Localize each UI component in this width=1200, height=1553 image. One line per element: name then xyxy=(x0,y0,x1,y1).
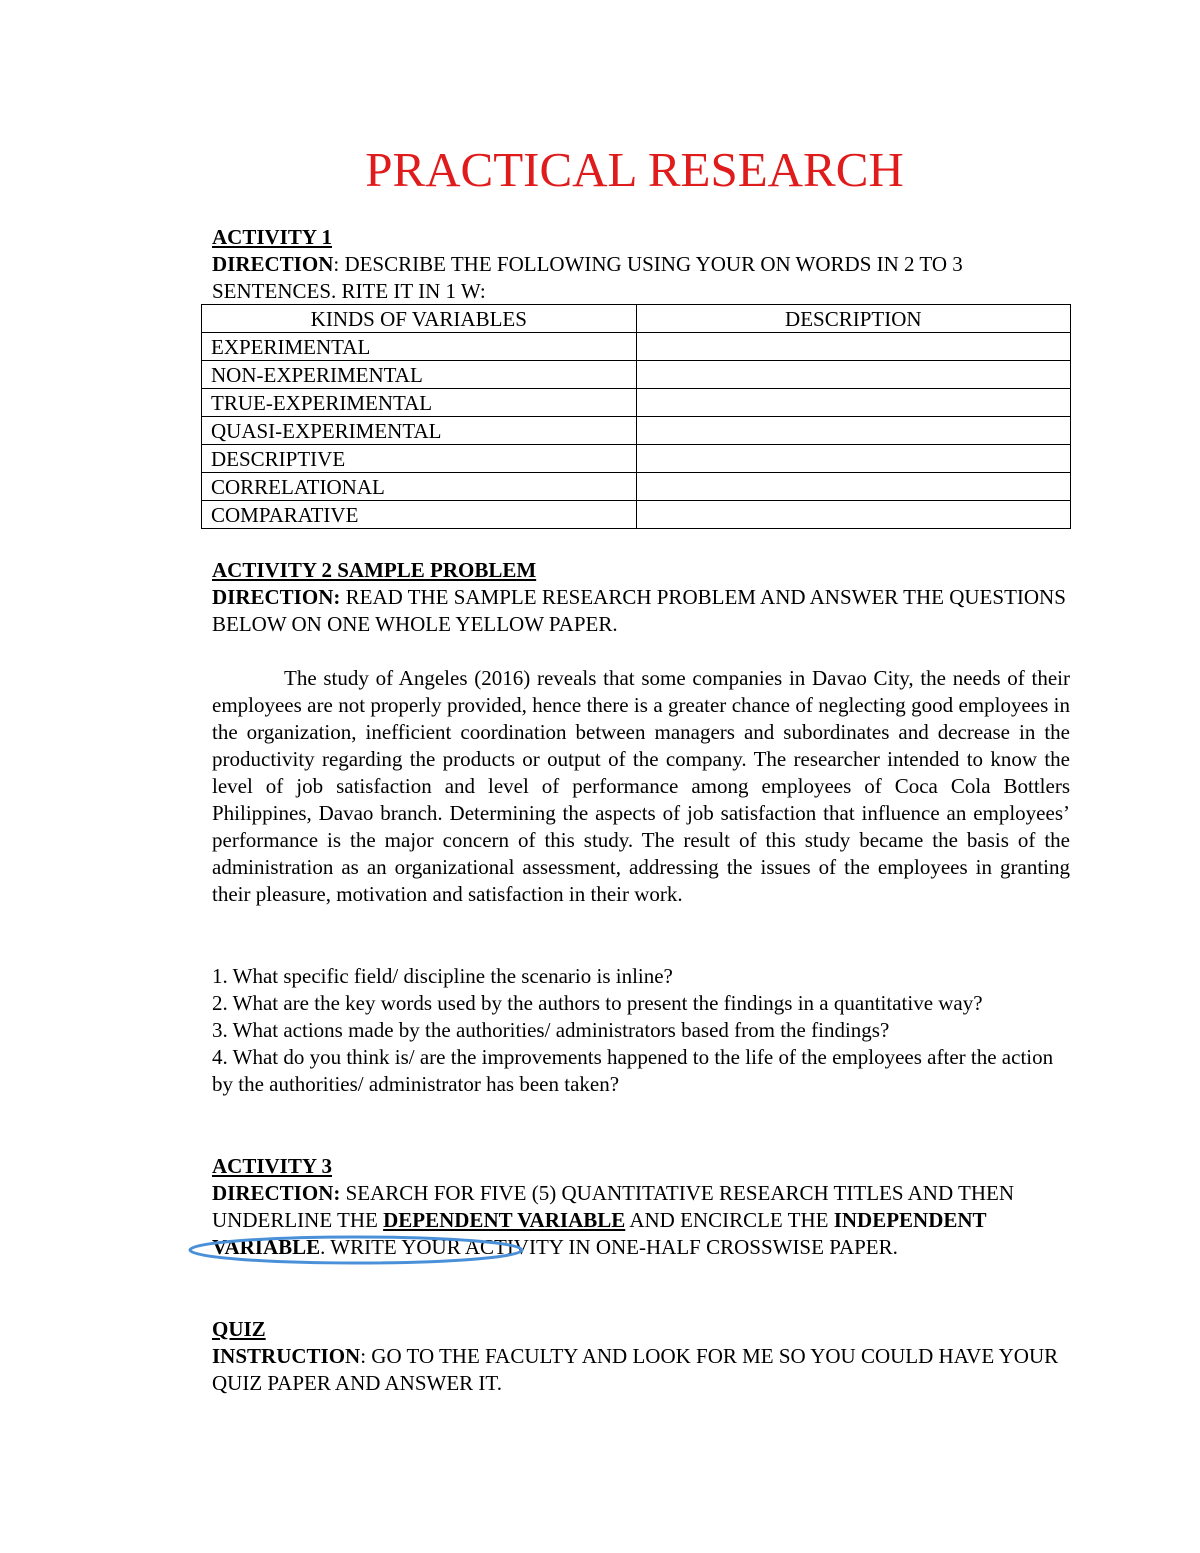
quiz-heading: QUIZ xyxy=(212,1317,266,1341)
variable-kind-cell: TRUE-EXPERIMENTAL xyxy=(202,389,637,417)
table-header-row xyxy=(202,305,1071,333)
variable-kind-cell: NON-EXPERIMENTAL xyxy=(202,361,637,389)
variable-kind-cell: QUASI-EXPERIMENTAL xyxy=(202,417,637,445)
table-row xyxy=(202,473,1071,501)
activity-3-heading: ACTIVITY 3 xyxy=(212,1154,332,1178)
list-item: 3. What actions made by the authorities/ administrators based from the findings? xyxy=(212,1018,890,1042)
list-item: 2. What are the key words used by the authors to present the findings in a quantitative way? xyxy=(212,991,983,1015)
description-cell xyxy=(636,417,1070,445)
direction-label: DIRECTION: xyxy=(212,1181,341,1205)
direction-text-1: SEARCH FOR FIVE (5) QUANTITATIVE RESEARCH TITLES AND THEN UNDERLINE THE xyxy=(212,1181,1014,1232)
variable-kind-cell: EXPERIMENTAL xyxy=(202,333,637,361)
quiz-section xyxy=(212,1316,1070,1397)
instruction-text: : GO TO THE FACULTY AND LOOK FOR ME SO YOU COULD HAVE YOUR QUIZ PAPER AND ANSWER IT. xyxy=(212,1344,1059,1395)
page-title: PRACTICAL RESEARCH xyxy=(365,142,904,197)
independent-variable-term: INDEPENDENT VARIABLE xyxy=(212,1208,987,1259)
activity-2-heading: ACTIVITY 2 SAMPLE PROBLEM xyxy=(212,558,537,582)
instruction-label: INSTRUCTION xyxy=(212,1344,361,1368)
direction-text-3: . WRITE YOUR ACTIVITY IN ONE-HALF CROSSWISE PAPER. xyxy=(320,1235,898,1259)
activity-2-direction xyxy=(212,584,1070,638)
activity-3-section xyxy=(212,1153,1070,1261)
column-header: DESCRIPTION xyxy=(636,305,1070,333)
direction-text: READ THE SAMPLE RESEARCH PROBLEM AND ANSWER THE QUESTIONS BELOW ON ONE WHOLE YELLOW PAPER. xyxy=(212,585,1066,636)
questions-list xyxy=(212,963,1070,1098)
table-row xyxy=(202,501,1071,529)
variable-kind-cell: CORRELATIONAL xyxy=(202,473,637,501)
description-cell xyxy=(636,501,1070,529)
activity-2-section xyxy=(212,557,1070,638)
description-cell xyxy=(636,333,1070,361)
list-item: 1. What specific field/ discipline the scenario is inline? xyxy=(212,964,673,988)
table-row xyxy=(202,333,1071,361)
variable-kind-cell: COMPARATIVE xyxy=(202,501,637,529)
table-row xyxy=(202,389,1071,417)
description-cell xyxy=(636,361,1070,389)
activity-1-section xyxy=(212,224,1070,305)
list-item: 4. What do you think is/ are the improvements happened to the life of the employees after the action by the authorities/ administrator has been taken? xyxy=(212,1045,1054,1096)
activity-1-direction xyxy=(212,251,1070,305)
sample-problem-paragraph: The study of Angeles (2016) reveals that some companies in Davao City, the needs of their employees are not properly provided, hence there is a greater chance of neglecting good employees in the organization, inefficient coordination between managers and subordinates and decrease in the productivity regarding the products or output of the company. The researcher intended to know the level of job satisfaction and level of performance among employees of Coca Cola Bottlers Philippines, Davao branch. Determining the aspects of job satisfaction that influence an employees’ performance is the major concern of this study. The result of this study became the basis of the administration as an organizational assessment, addressing the issues of the employees in granting their pleasure, motivation and satisfaction in their work. xyxy=(212,666,1070,906)
description-cell xyxy=(636,445,1070,473)
table-row xyxy=(202,417,1071,445)
table-row xyxy=(202,445,1071,473)
column-header: KINDS OF VARIABLES xyxy=(202,305,637,333)
activity-3-direction xyxy=(212,1180,1070,1261)
description-cell xyxy=(636,389,1070,417)
description-cell xyxy=(636,473,1070,501)
variable-kind-cell: DESCRIPTIVE xyxy=(202,445,637,473)
variables-table xyxy=(201,304,1071,529)
direction-text-2: AND ENCIRCLE THE xyxy=(625,1208,834,1232)
direction-label: DIRECTION: xyxy=(212,585,341,609)
quiz-instruction xyxy=(212,1343,1070,1397)
direction-text: : DESCRIBE THE FOLLOWING USING YOUR ON WORDS IN 2 TO 3 SENTENCES. RITE IT IN 1 W: xyxy=(212,252,963,303)
dependent-variable-term: DEPENDENT VARIABLE xyxy=(383,1208,626,1232)
direction-label: DIRECTION xyxy=(212,252,334,276)
table-row xyxy=(202,361,1071,389)
activity-1-heading: ACTIVITY 1 xyxy=(212,225,332,249)
